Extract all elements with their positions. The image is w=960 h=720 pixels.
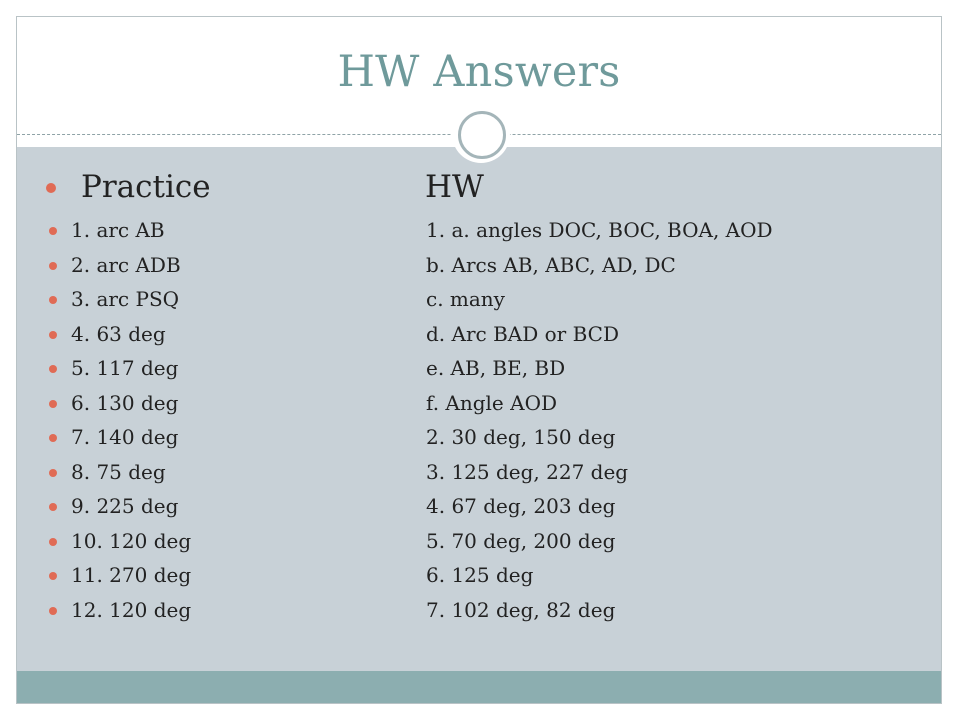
practice-answer: 7. 140 deg (71, 425, 179, 449)
bullet-icon (49, 503, 57, 511)
practice-answer: 3. arc PSQ (71, 287, 180, 311)
hw-answer: 2. 30 deg, 150 deg (426, 425, 616, 449)
practice-answer: 11. 270 deg (71, 563, 192, 587)
practice-answer: 2. arc ADB (71, 252, 181, 277)
practice-answer: 4. 63 deg (71, 321, 166, 346)
hw-answer: f. Angle AOD (426, 390, 557, 415)
bullet-icon (49, 434, 57, 442)
practice-answer: 12. 120 deg (71, 597, 192, 622)
practice-answer: 10. 120 deg (71, 528, 192, 553)
content-area (17, 147, 941, 671)
practice-answer: 8. 75 deg (71, 459, 166, 484)
hw-answer: 7. 102 deg, 82 deg (426, 597, 616, 622)
hw-answer: 3. 125 deg, 227 deg (426, 459, 629, 484)
bullet-icon (49, 365, 57, 373)
hw-answer: 1. a. angles DOC, BOC, BOA, AOD (426, 218, 773, 242)
bullet-icon (49, 469, 57, 477)
bullet-icon (46, 183, 56, 193)
bullet-icon (49, 607, 57, 615)
bullet-icon (49, 538, 57, 546)
practice-heading: Practice (81, 169, 211, 205)
hw-answer: 6. 125 deg (426, 563, 534, 587)
hw-answer: b. Arcs AB, ABC, AD, DC (426, 252, 676, 277)
practice-answer: 5. 117 deg (71, 356, 179, 380)
practice-answer: 9. 225 deg (71, 494, 179, 518)
hw-heading: HW (425, 169, 484, 205)
bullet-icon (49, 227, 57, 235)
bullet-icon (49, 572, 57, 580)
footer-bar (17, 671, 941, 704)
hw-answer: c. many (426, 287, 505, 311)
bullet-icon (49, 296, 57, 304)
hw-answer: 5. 70 deg, 200 deg (426, 528, 616, 553)
practice-answer: 1. arc AB (71, 218, 165, 242)
bullet-icon (49, 400, 57, 408)
slide-title: HW Answers (337, 47, 621, 97)
bullet-icon (49, 331, 57, 339)
bullet-icon (49, 262, 57, 270)
hw-answer: e. AB, BE, BD (426, 356, 566, 380)
hw-answer: 4. 67 deg, 203 deg (426, 494, 616, 518)
circle-ornament-icon (458, 111, 506, 159)
practice-answer: 6. 130 deg (71, 390, 179, 415)
hw-answer: d. Arc BAD or BCD (426, 321, 619, 346)
slide (16, 16, 942, 704)
